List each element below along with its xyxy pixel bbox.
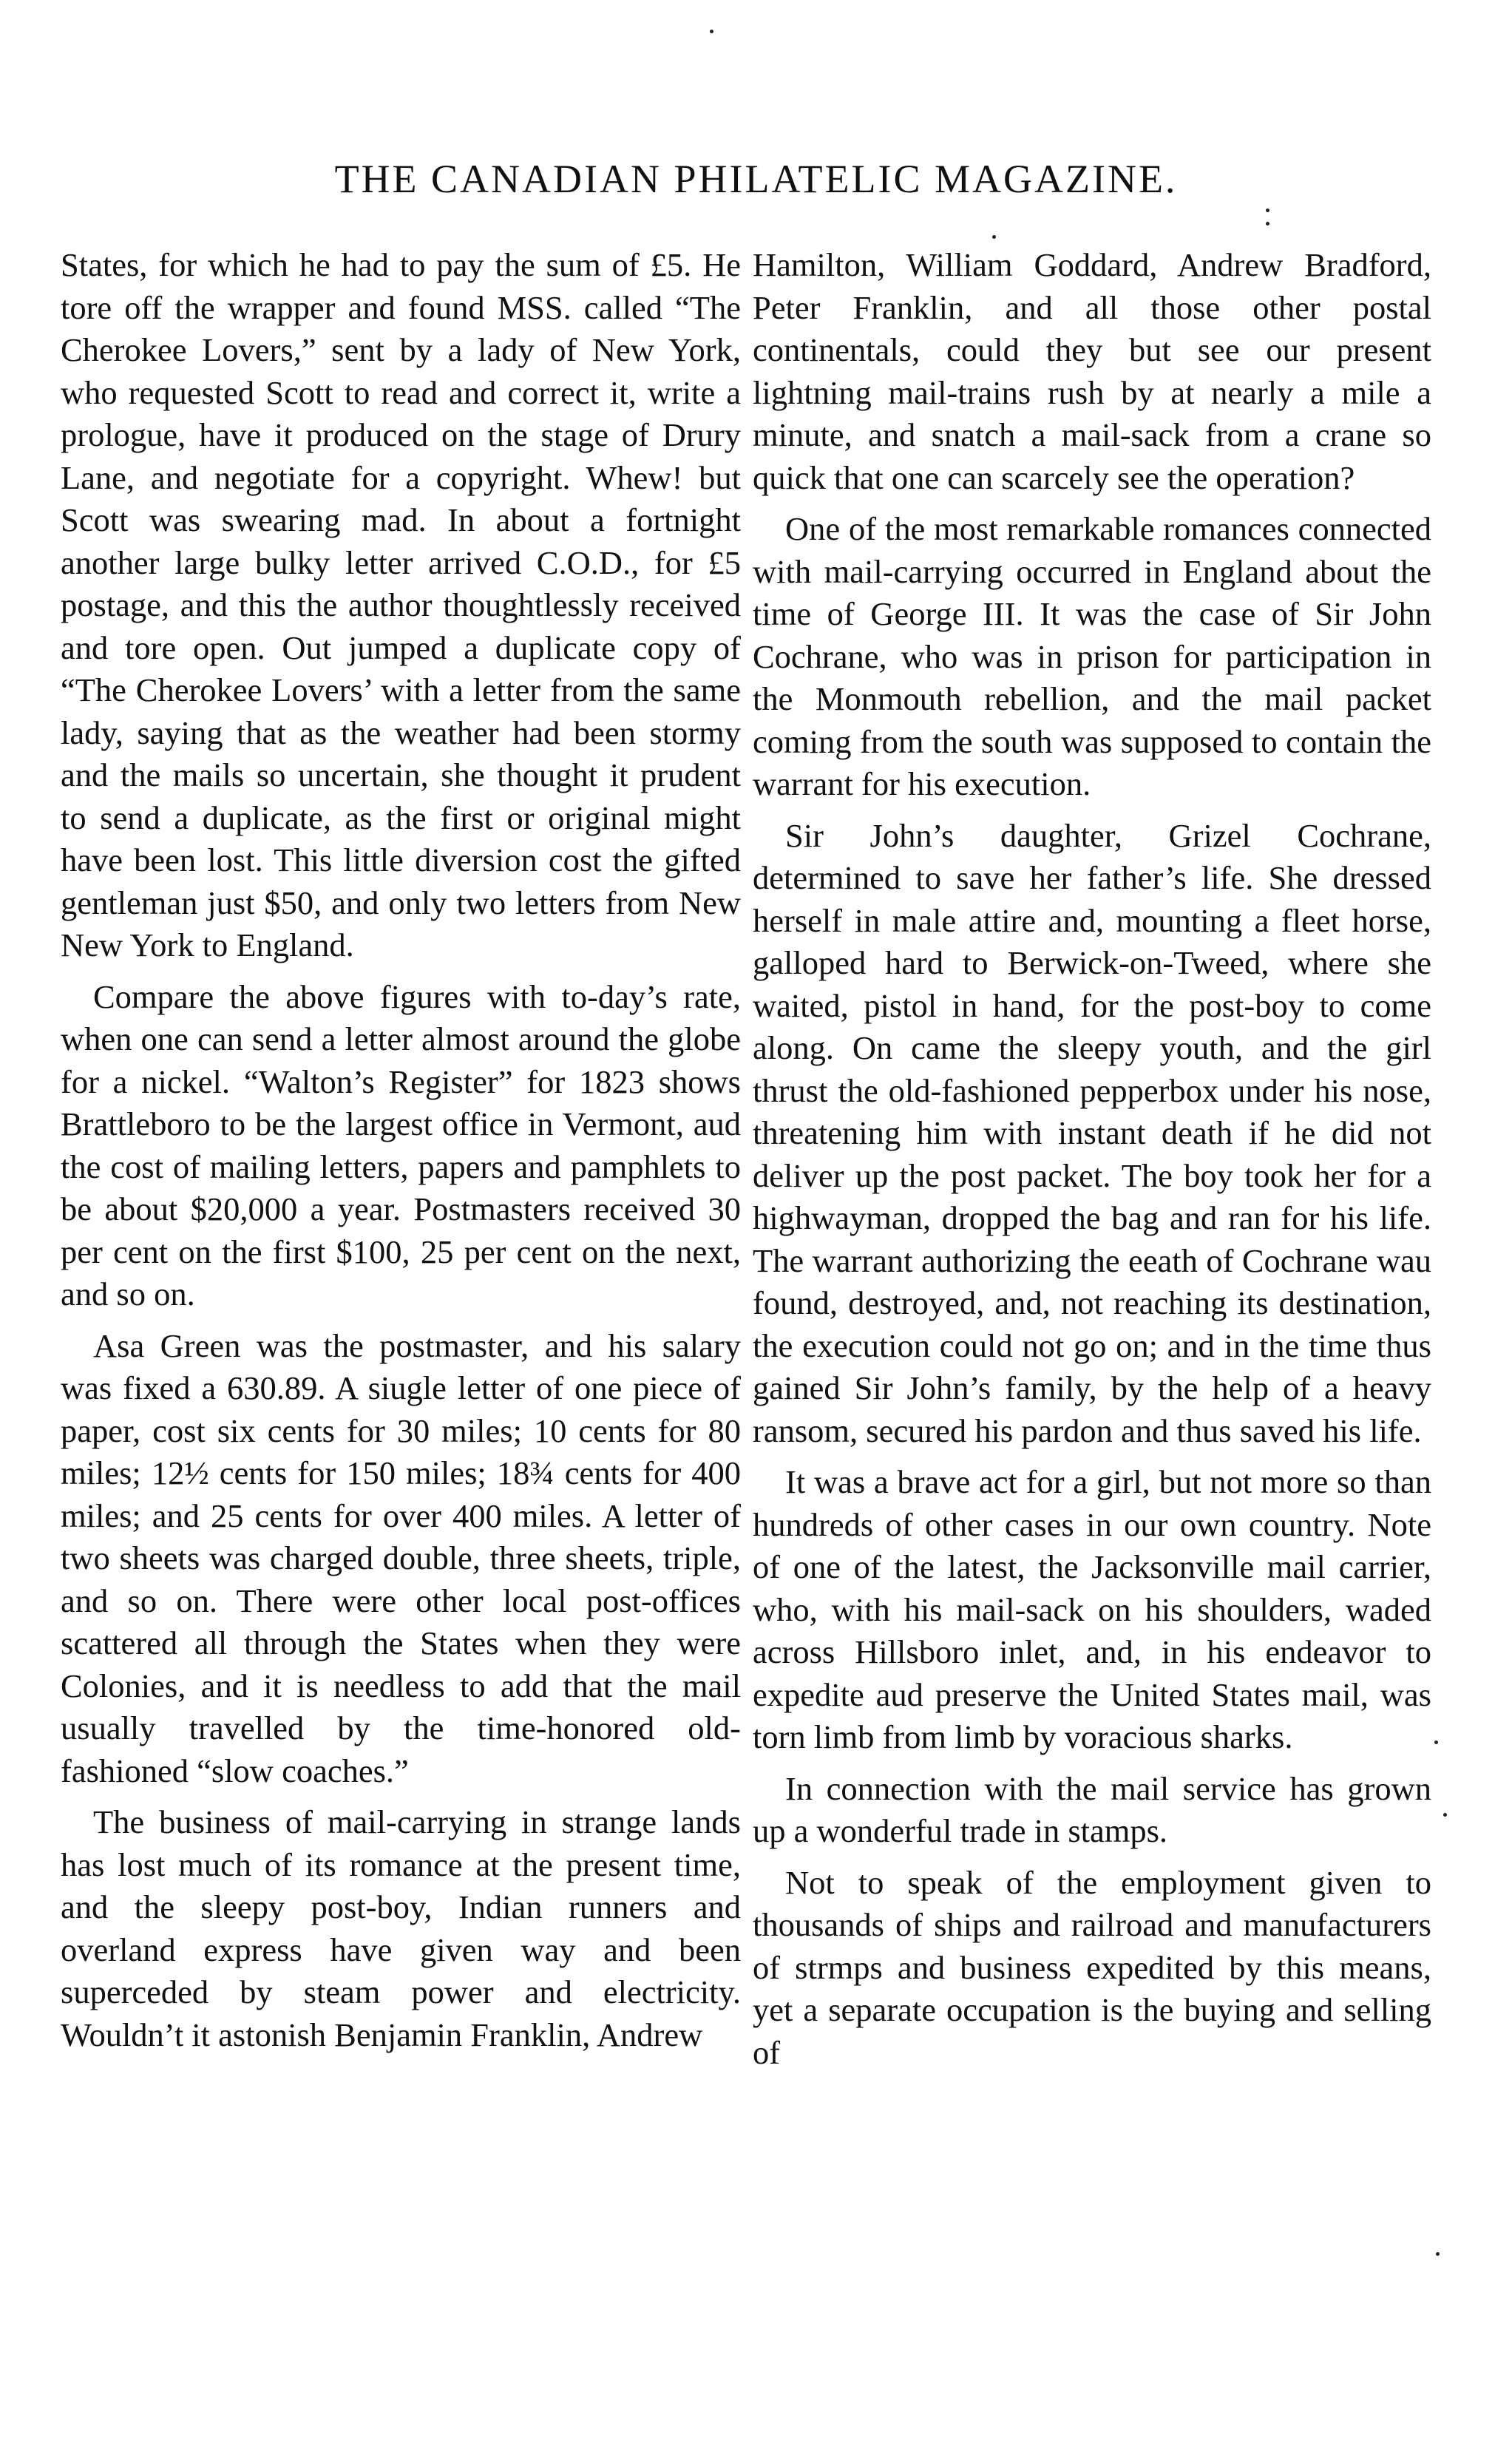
left-paragraph-4: The business of mail-carrying in strange lands has lost much of its romance at the present time, and the sleepy post-boy, Indian runners and overland express have given way and been superceded by steam power and electricity. Wouldn’t it astonish Benjamin Franklin, Andrew: [61, 1803, 741, 2053]
scan-speck: [992, 235, 996, 239]
left-column: [61, 244, 741, 2065]
right-paragraph-4: It was a brave act for a girl, but not more so than hundreds of other cases in our own country. Note of one of the latest, the Jacksonville mail carrier, who, with his mail-sack on his shoulders, waded across Hillsboro inlet, and, in his endeavor to expedite aud preserve the United States mail, was torn limb from limb by voracious sharks.: [753, 1463, 1431, 1755]
left-paragraph-3: Asa Green was the postmaster, and his salary was fixed a 630.89. A siugle letter of one piece of paper, cost six cents for 30 miles; 10 cents for 80 miles; 12½ cents for 150 miles; 18¾ cents for 400 miles; and 25 cents for over 400 miles. A letter of two sheets was charged double, three sheets, triple, and so on. There were other local post-offices scattered all through the States when they were Colonies, and it is needless to add that the mail usually travelled by the time-honored old-fashioned “slow coaches.”: [61, 1326, 741, 1789]
right-paragraph-6: Not to speak of the employment given to thousands of ships and railroad and manufacturers of strmps and business expedited by this means, yet a separate occupation is the buying and selling of: [753, 1863, 1431, 2071]
scan-speck: [1266, 222, 1269, 226]
scan-speck: [1436, 2252, 1440, 2256]
scan-speck: [1434, 1741, 1438, 1744]
scan-speck: [1443, 1813, 1447, 1817]
left-paragraph-1: States, for which he had to pay the sum of £5. He tore off the wrapper and found MSS. called “The Cherokee Lovers,” sent by a lady of New York, who requested Scott to read and correct it, write a prologue, have it produced on the stage of Drury Lane, and negotiate for a copyright. Whew! but Scott was swearing mad. In about a fortnight another large bulky letter arrived C.O.D., for £5 postage, and this the author thoughtlessly received and tore open. Out jumped a duplicate copy of “The Cherokee Lovers’ with a letter from the same lady, saying that as the weather had been stormy and the mails so uncertain, she thought it prudent to send a duplicate, as the first or original might have been lost. This little diversion cost the gifted gentleman just $50, and only two letters from New New York to England.: [61, 246, 741, 963]
right-column: [753, 244, 1431, 2083]
scan-speck: [1266, 209, 1269, 212]
right-paragraph-3: Sir John’s daughter, Grizel Cochrane, determined to save her father’s life. She dressed herself in male attire and, mounting a fleet horse, galloped hard to Berwick-on-Tweed, where she waited, pistol in hand, for the post-boy to come along. On came the sleepy youth, and the girl thrust the old-fashioned pepperbox under his nose, threatening him with instant death if he did not deliver up the post packet. The boy took her for a highwayman, dropped the bag and ran for his life. The warrant authorizing the eeath of Cochrane wau found, destroyed, and, not reaching its destination, the execution could not go on; and in the time thus gained Sir John’s family, by the help of a heavy ransom, secured his pardon and thus saved his life.: [753, 816, 1431, 1449]
right-paragraph-1: Hamilton, William Goddard, Andrew Bradford, Peter Franklin, and all those other postal continentals, could they but see our present lightning mail-trains rush by at nearly a mile a minute, and snatch a mail-sack from a crane so quick that one can scarcely see the operation?: [753, 246, 1431, 496]
scan-speck: [710, 30, 713, 33]
right-paragraph-5: In connection with the mail service has grown up a wonderful trade in stamps.: [753, 1769, 1431, 1849]
right-paragraph-2: One of the most remarkable romances connected with mail-carrying occurred in England about the time of George III. It was the case of Sir John Cochrane, who was in prison for participation in the Monmouth rebellion, and the mail packet coming from the south was supposed to contain the warrant for his execution.: [753, 510, 1431, 802]
page-header-title: THE CANADIAN PHILATELIC MAGAZINE.: [334, 157, 1178, 201]
left-paragraph-2: Compare the above figures with to-day’s rate, when one can send a letter almost around the globe for a nickel. “Walton’s Register” for 1823 shows Brattleboro to be the largest office in Vermont, aud the cost of mailing letters, papers and pamphlets to be about $20,000 a year. Postmasters received 30 per cent on the first $100, 25 per cent on the next, and so on.: [61, 977, 741, 1312]
